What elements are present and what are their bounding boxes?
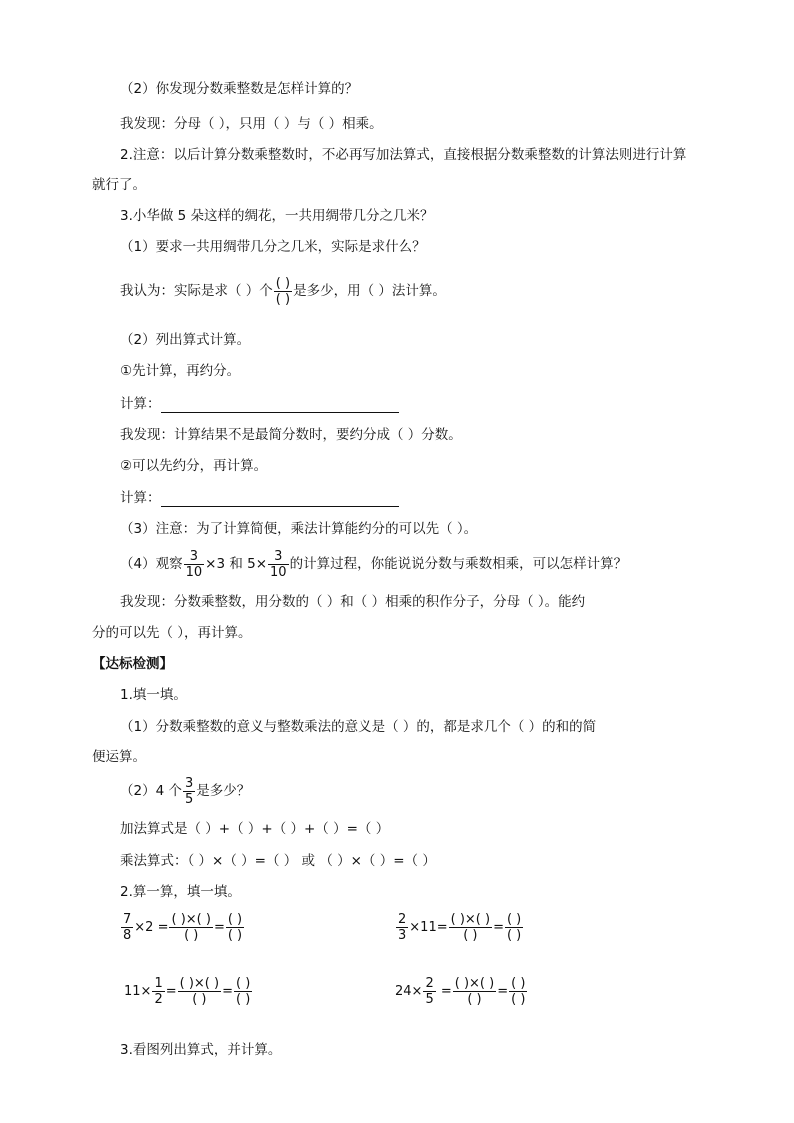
task-1-1-line1: （1）分数乘整数的意义与整数乘法的意义是（ ）的，都是求几个（ ）的和的简 [120, 719, 597, 735]
calc-item: $\frac{7}{8}$ ×2 = $\frac{( )\times( )}{( )}$ = $\frac{( )}{( )}$ [123, 912, 243, 943]
calc-label: 计算： [120, 396, 161, 412]
question-3-1-answer [120, 272, 446, 310]
q3-4-text-a: （4）观察 [120, 556, 183, 572]
question-3-4 [120, 545, 627, 583]
question-3-1: （1）要求一共用绸带几分之几米，实际是求什么？ [120, 239, 426, 255]
question-3-2: （2）列出算式计算。 [120, 332, 251, 348]
calc-item: 24× $\frac{2}{5}$ = $\frac{( )\times( )}{( )}$ = $\frac{( )}{( )}$ [395, 976, 526, 1007]
fraction-3-5: $\frac{3}{5}$ [184, 775, 194, 807]
calc-line-2 [120, 489, 399, 507]
task-1-2 [120, 772, 250, 810]
step-1: ①先计算，再约分。 [120, 363, 241, 379]
note-2-line1: 2.注意：以后计算分数乘整数时，不必再写加法算式，直接根据分数乘整数的计算法则进行计算 [120, 147, 687, 163]
blank-fraction [274, 276, 292, 307]
task-1: 1.填一填。 [120, 687, 187, 703]
finding-rule-line2: 分的可以先（ ），再计算。 [92, 625, 252, 641]
calc-answer-line[interactable] [161, 492, 399, 507]
blank-fraction: $\frac{( )\times( )}{( )}$ [454, 976, 495, 1007]
given-fraction: $\frac{2}{5}$ [425, 976, 434, 1007]
fraction-3-10: $\frac{3}{10}$ [270, 548, 287, 580]
calc-line-1 [120, 395, 399, 413]
section-title: 【达标检测】 [92, 656, 173, 672]
finding-simplest: 我发现：计算结果不是最简分数时，要约分成（ ）分数。 [120, 427, 462, 443]
q3-4-text-b: ×3 和 5× [205, 556, 268, 572]
multiplication-equation: 乘法算式：（ ）×（ ）=（ ） 或 （ ）×（ ）=（ ） [120, 853, 436, 869]
answer-text-a: 我认为：实际是求（ ）个 [120, 283, 273, 299]
task-1-2-text-a: （2）4 个 [120, 783, 182, 799]
question-3-title: 3.小华做 5 朵这样的绸花，一共用绸带几分之几米？ [120, 208, 434, 224]
blank-fraction: $\frac{( )\times( )}{( )}$ [171, 912, 211, 943]
fraction-3-10: $\frac{3}{10}$ [185, 548, 203, 580]
answer-text-b: 是多少，用（ ）法计算。 [293, 283, 446, 299]
blank-numerator[interactable]: ( ) [275, 275, 291, 291]
calc-item: $\frac{2}{3}$ ×11= $\frac{( )\times( )}{( )}$ = $\frac{( )}{( )}$ [398, 912, 522, 943]
question-2-title: （2）你发现分数乘整数是怎样计算的？ [120, 81, 359, 97]
given-fraction: $\frac{7}{8}$ [123, 912, 132, 943]
given-fraction: $\frac{1}{2}$ [154, 976, 163, 1007]
task-1-1-line2: 便运算。 [92, 749, 146, 765]
task-2: 2.算一算，填一填。 [120, 884, 241, 900]
result-fraction: $\frac{( )}{( )}$ [506, 912, 522, 943]
result-fraction: $\frac{( )}{( )}$ [511, 976, 526, 1007]
question-2-finding: 我发现：分母（ ），只用（ ）与（ ）相乘。 [120, 116, 383, 132]
step-2: ②可以先约分，再计算。 [120, 458, 268, 474]
question-3-3: （3）注意：为了计算简便，乘法计算能约分的可以先（ ）。 [120, 521, 478, 537]
given-fraction: $\frac{2}{3}$ [398, 912, 407, 943]
q3-4-text-c: 的计算过程，你能说说分数与乘数相乘，可以怎样计算？ [289, 556, 628, 572]
finding-rule-line1: 我发现：分数乘整数，用分数的（ ）和（ ）相乘的积作分子，分母（ ）。能约 [120, 594, 586, 610]
task-3: 3.看图列出算式，并计算。 [120, 1042, 282, 1058]
result-fraction: $\frac{( )}{( )}$ [235, 976, 251, 1007]
task-1-2-text-b: 是多少？ [196, 783, 251, 799]
calc-label: 计算： [120, 490, 161, 506]
blank-fraction: $\frac{( )\times( )}{( )}$ [450, 912, 491, 943]
result-fraction: $\frac{( )}{( )}$ [227, 912, 243, 943]
blank-denominator[interactable]: ( ) [275, 291, 291, 307]
blank-fraction: $\frac{( )\times( )}{( )}$ [179, 976, 220, 1007]
note-2-line2: 就行了。 [92, 177, 146, 193]
addition-equation: 加法算式是（ ）+（ ）+（ ）+（ ）=（ ） [120, 821, 390, 837]
calc-item: 11× $\frac{1}{2}$ = $\frac{( )\times( )}{( )}$ = $\frac{( )}{( )}$ [124, 976, 251, 1007]
calc-answer-line[interactable] [161, 398, 399, 413]
